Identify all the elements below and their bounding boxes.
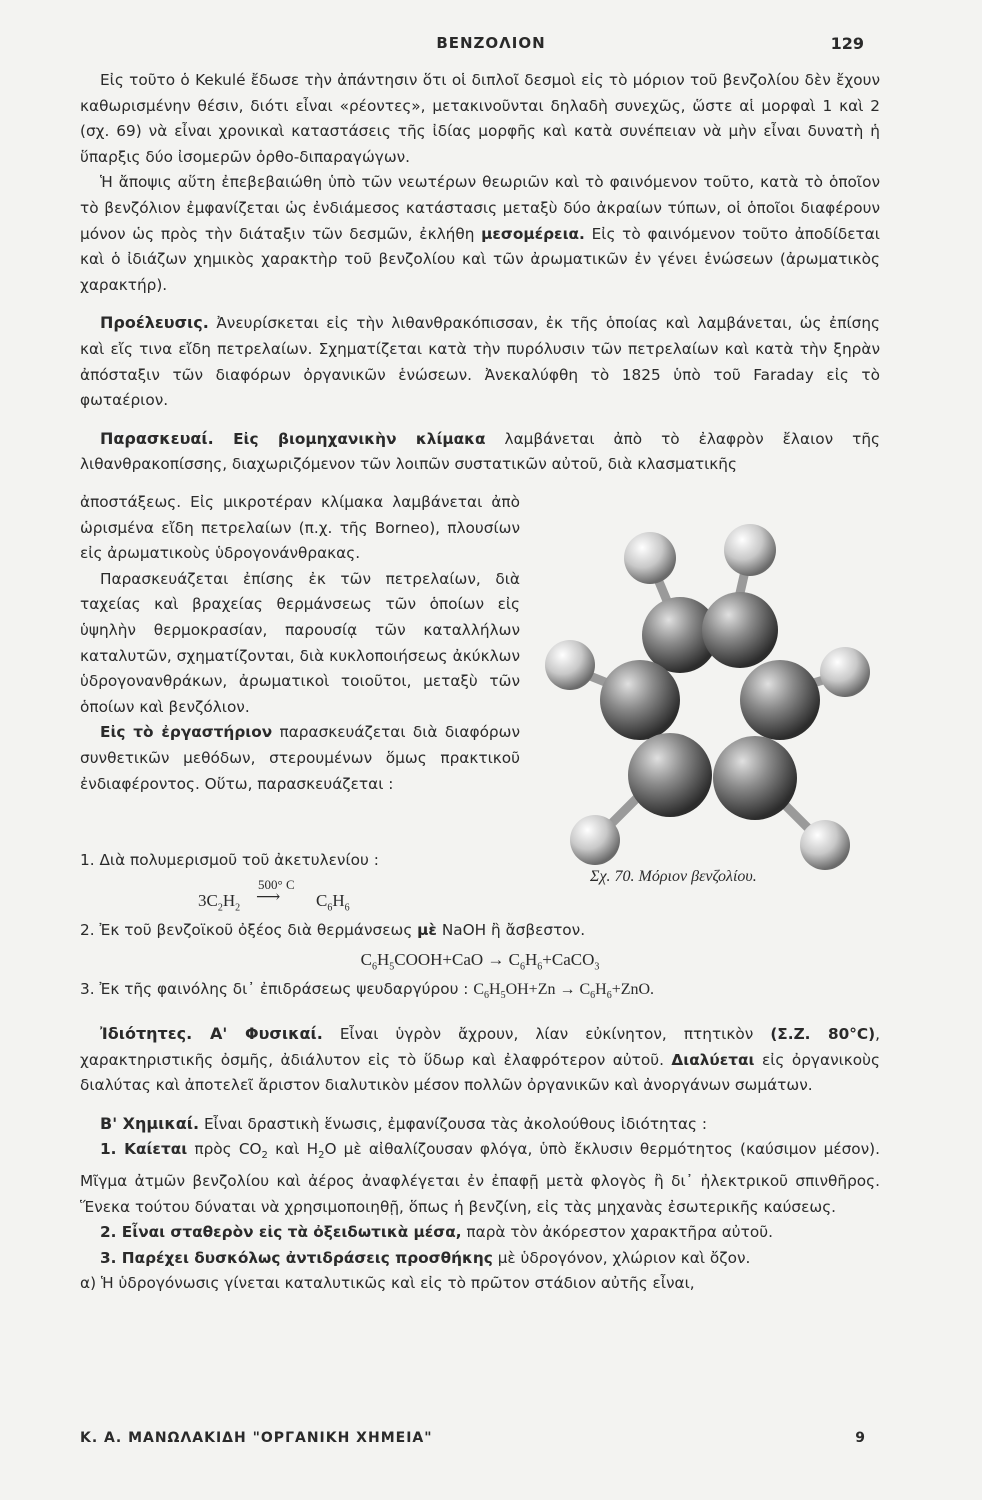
industrial-scale-term: Εἰς βιομηχανικὴν κλίμακα xyxy=(213,429,486,448)
method-2-end: NaOH ἢ ἄσβεστον. xyxy=(436,920,586,939)
property-hydrogenation: α) Ἡ ὑδρογόνωσις γίνεται καταλυτικῶς καὶ εἰς τὸ πρῶτον στάδιον αὐτῆς εἶναι, xyxy=(80,1274,695,1293)
synthesis-methods xyxy=(80,848,880,1297)
benzene-molecule-model-figure xyxy=(540,510,880,890)
addition-text: μὲ ὑδρογόνον, χλώριον καὶ ὄζον. xyxy=(492,1248,751,1267)
paragraph-chemical-properties xyxy=(80,1111,880,1138)
paragraph-kekule: Εἰς τοῦτο ὁ Kekulé ἔδωσε τὴν ἀπάντησιν ὅτι οἱ διπλοῖ δεσμοὶ εἰς τὸ μόριον τοῦ βενζολίου δὲν ἔχουν καθωρισμένην θέσιν, διότι εἶναι «ρέοντες», μετακινοῦνται δηλαδὴ συνεχῶς, ὥστε αἱ μορφαὶ 1 καὶ 2 (σχ. 69) νὰ εἶναι χρονικαὶ καταστάσεις τῆς ἰδίας μορφῆς καὶ κατὰ συνέπειαν νὰ μὴν εἶναι δυνατὴ ἡ ὕπαρξις δύο ἰσομερῶν ὀρθο-διπαραγώγων. xyxy=(80,71,880,166)
physical-text-3: εἰς ὀργανικοὺς διαλύτας καὶ ἀποτελεῖ ἄριστον διαλυτικὸν μέσον πολλῶν ὀργανικῶν καὶ ἀνοργάνων σωμάτων. xyxy=(80,1050,880,1095)
method-2-text: 2. Ἐκ τοῦ βενζοϊκοῦ ὀξέος διὰ θερμάνσεως xyxy=(80,920,418,939)
paragraph-preparation xyxy=(80,426,880,478)
method-1: 1. Διὰ πολυμερισμοῦ τοῦ ἀκετυλενίου : xyxy=(80,851,379,869)
laboratory-text: παρασκευάζεται διὰ διαφόρων συνθετικῶν μεθόδων, στερουμένων ὅμως πρακτικοῦ ἐνδιαφέροντος. Οὕτω, παρασκευάζεται : xyxy=(80,723,520,793)
equation-acetylene: $3C_2H_2$ 500° C ⟶ $C_6H_6$ xyxy=(198,874,880,918)
preparation-text: λαμβάνεται ἀπὸ τὸ ἐλαφρὸν ἔλαιον τῆς λιθανθρακοπίσσης, διαχωριζόμενον τῶν λοιπῶν συστατικῶν αὐτοῦ, διὰ κλασματικῆς xyxy=(80,429,880,474)
property-combustion: 1. Καίεται πρὸς $CO_2$ καὶ $H_2O$ μὲ αἰθαλίζουσαν φλόγα, ὑπὸ ἔκλυσιν θερμότητος (καύσιμον μέσον). Μῖγμα ἀτμῶν βενζολίου καὶ ἀέρος ἀναφλέγεται ἐν ἐπαφῇ μετὰ φλογὸς ἢ δι᾽ ἠλεκτρικοῦ σπινθῆρος. Ἕνεκα τούτου δύναται νὰ χρησιμοποιηθῇ, ὅπως ἡ βενζίνη, εἰς τὰς μηχανὰς ἐσωτερικῆς καύσεως. xyxy=(80,1140,881,1216)
laboratory-term: Εἰς τὸ ἐργαστήριον xyxy=(100,723,273,742)
figure-caption: Σχ. 70. Μόριον βενζολίου. xyxy=(590,868,757,885)
property-oxidation-stability xyxy=(80,1220,880,1246)
paragraph-laboratory xyxy=(80,720,520,797)
eq2-right: C xyxy=(508,950,520,970)
stability-term: 2. Εἶναι σταθερὸν εἰς τὰ ὀξειδωτικὰ μέσα, xyxy=(100,1223,462,1242)
method-2-bold: μὲ xyxy=(417,920,437,939)
method-3-text: 3. Ἐκ τῆς φαινόλης δι᾽ ἐπιδράσεως ψευδαργύρου : xyxy=(80,980,474,999)
mesomerism-text-end: Εἰς τὸ φαινόμενον τοῦτο ἀποδίδεται καὶ ὁ ἰδιάζων χημικὸς χαρακτὴρ τοῦ βενζολίου καὶ τῶν ἀρωματικῶν ἐν γένει ἑνώσεων (ἀρωματικὸς χαρακτήρ). xyxy=(80,224,880,294)
stability-text: παρὰ τὸν ἀκόρεστον χαρακτῆρα αὐτοῦ. xyxy=(461,1223,773,1242)
running-header xyxy=(0,34,982,56)
combustion-text-c: O μὲ αἰθαλίζουσαν φλόγα, ὑπὸ ἔκλυσιν θερμότητος (καύσιμον μέσον). Μῖγμα ἀτμῶν βενζολίου καὶ ἀέρος ἀναφλέγεται ἐν ἐπαφῇ μετὰ φλογὸς ἢ δι᾽ ἠλεκτρικοῦ σπινθῆρος. Ἕνεκα τούτου δύναται νὰ χρησιμοποιηθῇ, ὅπως ἡ βενζίνη, εἰς τὰς μηχανὰς ἐσωτερικῆς καύσεως. xyxy=(80,1140,881,1216)
mesomerism-term: μεσομέρεια. xyxy=(481,224,585,243)
physical-text-2: , χαρακτηριστικῆς ὀσμῆς, ἀδιάλυτον εἰς τὸ ὕδωρ καὶ ἐλαφρότερον αὐτοῦ. xyxy=(80,1024,880,1069)
mesomerism-text: Ἡ ἄποψις αὕτη ἐπεβεβαιώθη ὑπὸ τῶν νεωτέρων θεωριῶν καὶ τὸ φαινόμενον τοῦτο, κατὰ τὸ ὁποῖον τὸ βενζόλιον ἐμφανίζεται ὡς ἐνδιάμεσος κατάστασις μεταξὺ δύο ἀκραίων τύπων, οἱ ὁποῖοι διαφέρουν μόνον ὡς πρὸς τὴν διάταξιν τῶν δεσμῶν, ἐκλήθη xyxy=(80,173,880,243)
solubility-term: Διαλύεται xyxy=(671,1050,755,1069)
footer-signature: 9 xyxy=(855,1430,866,1446)
page-footer xyxy=(80,1430,880,1452)
preparation-heading: Παρασκευαί. xyxy=(100,428,214,448)
origin-heading: Προέλευσις. xyxy=(100,313,209,333)
combustion-text-a: πρὸς CO xyxy=(187,1140,262,1159)
running-title: ΒΕΝΖΟΛΙΟΝ xyxy=(436,34,546,52)
combustion-text-b: καὶ H xyxy=(267,1140,319,1159)
paragraph-physical-properties xyxy=(80,1021,880,1099)
boiling-point: (Σ.Ζ. 80°C) xyxy=(770,1024,876,1043)
main-text-top xyxy=(80,68,880,478)
eq1-left: 3C xyxy=(198,890,218,910)
eq2-left: C xyxy=(360,950,372,970)
page-number: 129 xyxy=(830,34,864,53)
physical-text: Εἶναι ὑγρὸν ἄχρουν, λίαν εὐκίνητον, πτητικὸν xyxy=(322,1024,771,1043)
paragraph-origin xyxy=(80,310,880,413)
paragraph-mesomerism xyxy=(80,170,880,298)
equation-benzoic: $C_6H_5COOH+CaO$ → $C_6H_6+CaCO_3$ xyxy=(360,950,600,973)
chemical-heading: Β' Χημικαί. xyxy=(100,1113,200,1133)
chemical-text: Εἶναι δραστικὴ ἕνωσις, ἐμφανίζουσα τὰς ἀκολούθους ἰδιότητας : xyxy=(199,1114,708,1133)
eq1-right: C xyxy=(316,890,328,910)
method-2 xyxy=(80,918,880,944)
property-addition-reactions xyxy=(80,1246,880,1272)
paragraph-preparation-cont: ἀποστάξεως. Εἰς μικροτέραν κλίμακα λαμβάνεται ἀπὸ ὡρισμένα εἴδη πετρελαίων (π.χ. τῆς Borneo), πλουσίων εἰς ἀρωματικοὺς ὑδρογονάνθρακας. xyxy=(80,493,520,563)
method-3: 3. Ἐκ τῆς φαινόλης δι᾽ ἐπιδράσεως ψευδαργύρου : $C_6H_5OH+Zn \to C_6H_6+ZnO$. xyxy=(80,980,655,1002)
origin-text: Ἀνευρίσκεται εἰς τὴν λιθανθρακόπισσαν, ἐκ τῆς ὁποίας καὶ λαμβάνεται, ὡς ἐπίσης καὶ εἴς τινα εἴδη πετρελαίων. Σχηματίζεται κατὰ τὴν πυρόλυσιν τῶν πετρελαίων καὶ κατὰ τὴν ξηρὰν ἀπόσταξιν τῶν διαφόρων ὀργανικῶν ἑνώσεων. Ἀνεκαλύφθη τὸ 1825 ὑπὸ τοῦ Faraday εἰς τὸ φωταέριον. xyxy=(80,314,880,410)
properties-heading: Ἰδιότητες. Α' Φυσικαί. xyxy=(100,1023,323,1043)
footer-book-title: Κ. Α. ΜΑΝΩΛΑΚΙΔΗ "ΟΡΓΑΝΙΚΗ ΧΗΜΕΙΑ" xyxy=(80,1430,433,1446)
paragraph-petroleum: Παρασκευάζεται ἐπίσης ἐκ τῶν πετρελαίων, διὰ ταχείας καὶ βραχείας θερμάνσεως τῶν ὁποίων εἰς ὑψηλὴν θερμοκρασίαν, παρουσίᾳ τῶν καταλλήλων καταλυτῶν, σχηματίζονται, διὰ κυκλοποιήσεως ἀκύκλων ὑδρογονανθράκων, ἀρωματικοὶ τοιοῦτοι, μεταξὺ τῶν ὁποίων καὶ βενζόλιον. xyxy=(80,569,520,716)
main-text-narrow xyxy=(80,490,520,797)
eq1-condition: 500° C xyxy=(258,876,295,892)
combustion-term: 1. Καίεται xyxy=(100,1140,188,1159)
addition-term: 3. Παρέχει δυσκόλως ἀντιδράσεις προσθήκης xyxy=(100,1248,493,1267)
